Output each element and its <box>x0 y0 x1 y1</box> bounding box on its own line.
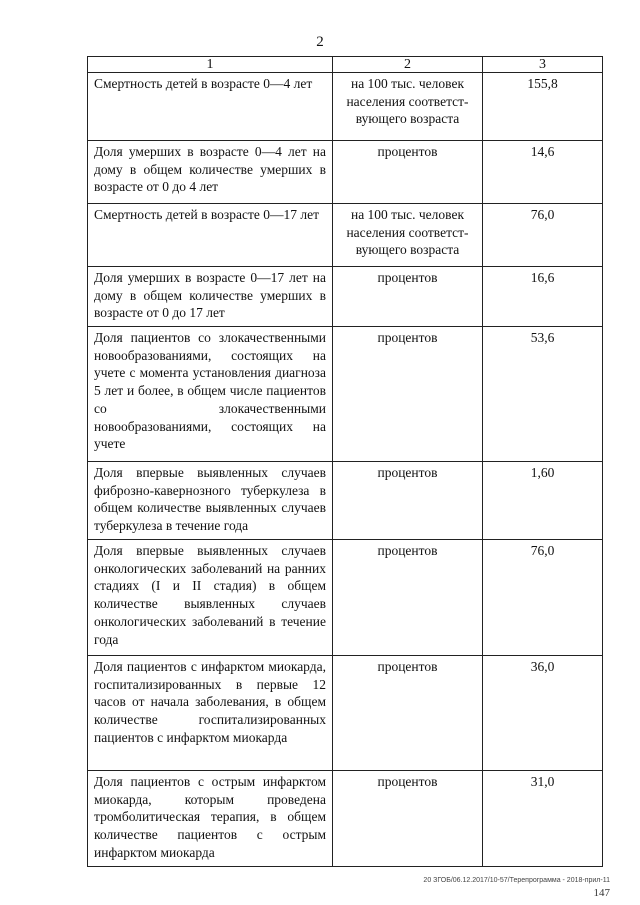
document-code: 20 ЗГОБ/06.12.2017/10-57/Терепрограмма - 2018-прил-11 <box>423 877 610 884</box>
indicator-unit: процентов <box>333 141 483 204</box>
table-row <box>88 462 603 540</box>
indicator-unit: процентов <box>333 267 483 327</box>
indicator-value: 31,0 <box>483 771 603 867</box>
table-row <box>88 141 603 204</box>
indicator-unit: на 100 тыс. человек населения соответст-вующего возраста <box>333 73 483 141</box>
indicator-value: 53,6 <box>483 327 603 462</box>
page-number: 2 <box>316 34 324 50</box>
table-row <box>88 73 603 141</box>
indicator-value: 14,6 <box>483 141 603 204</box>
indicators-table <box>87 56 603 867</box>
column-header: 1 <box>88 57 333 73</box>
table-row <box>88 327 603 462</box>
indicator-name: Смертность детей в возрасте 0—4 лет <box>88 73 333 141</box>
indicator-name: Доля впервые выявленных случаев фиброзно-кавернозного туберкулеза в общем количестве выявленных случаев туберкулеза в течение года <box>88 462 333 540</box>
indicator-unit: процентов <box>333 656 483 771</box>
footer-page-number: 147 <box>593 887 610 899</box>
indicator-name: Доля умерших в возрасте 0—17 лет на дому в общем количестве умерших в возрасте от 0 до 17 лет <box>88 267 333 327</box>
table-header-row <box>88 57 603 73</box>
indicator-name: Доля пациентов с острым инфарктом миокарда, которым проведена тромболитическая терапия, в общем количестве пациентов с острым инфарктом миокарда <box>88 771 333 867</box>
indicator-name: Доля умерших в возрасте 0—4 лет на дому в общем количестве умерших в возрасте от 0 до 4 лет <box>88 141 333 204</box>
indicator-value: 16,6 <box>483 267 603 327</box>
indicator-value: 76,0 <box>483 540 603 656</box>
table-row <box>88 771 603 867</box>
indicator-name: Доля пациентов с инфарктом миокарда, госпитализированных в первые 12 часов от начала заболевания, в общем количестве госпитализированных пациентов с инфарктом миокарда <box>88 656 333 771</box>
indicator-unit: процентов <box>333 462 483 540</box>
indicator-unit: на 100 тыс. человек населения соответст-вующего возраста <box>333 204 483 267</box>
table-row <box>88 656 603 771</box>
column-header: 3 <box>483 57 603 73</box>
indicator-unit: процентов <box>333 540 483 656</box>
table-row <box>88 540 603 656</box>
indicator-name: Смертность детей в возрасте 0—17 лет <box>88 204 333 267</box>
indicator-unit: процентов <box>333 771 483 867</box>
table-row <box>88 204 603 267</box>
indicator-name: Доля впервые выявленных случаев онкологических заболеваний на ранних стадиях (I и II стадия) в общем количестве выявленных случаев онкологических заболеваний в течение года <box>88 540 333 656</box>
indicator-name: Доля пациентов со злокачественными новообразованиями, состоящих на учете с момента установления диагноза 5 лет и более, в общем числе пациентов со злокачественными новообразованиями, состоящих на учете <box>88 327 333 462</box>
indicator-value: 36,0 <box>483 656 603 771</box>
indicator-value: 155,8 <box>483 73 603 141</box>
column-header: 2 <box>333 57 483 73</box>
indicator-unit: процентов <box>333 327 483 462</box>
indicator-value: 1,60 <box>483 462 603 540</box>
table-row <box>88 267 603 327</box>
indicator-value: 76,0 <box>483 204 603 267</box>
